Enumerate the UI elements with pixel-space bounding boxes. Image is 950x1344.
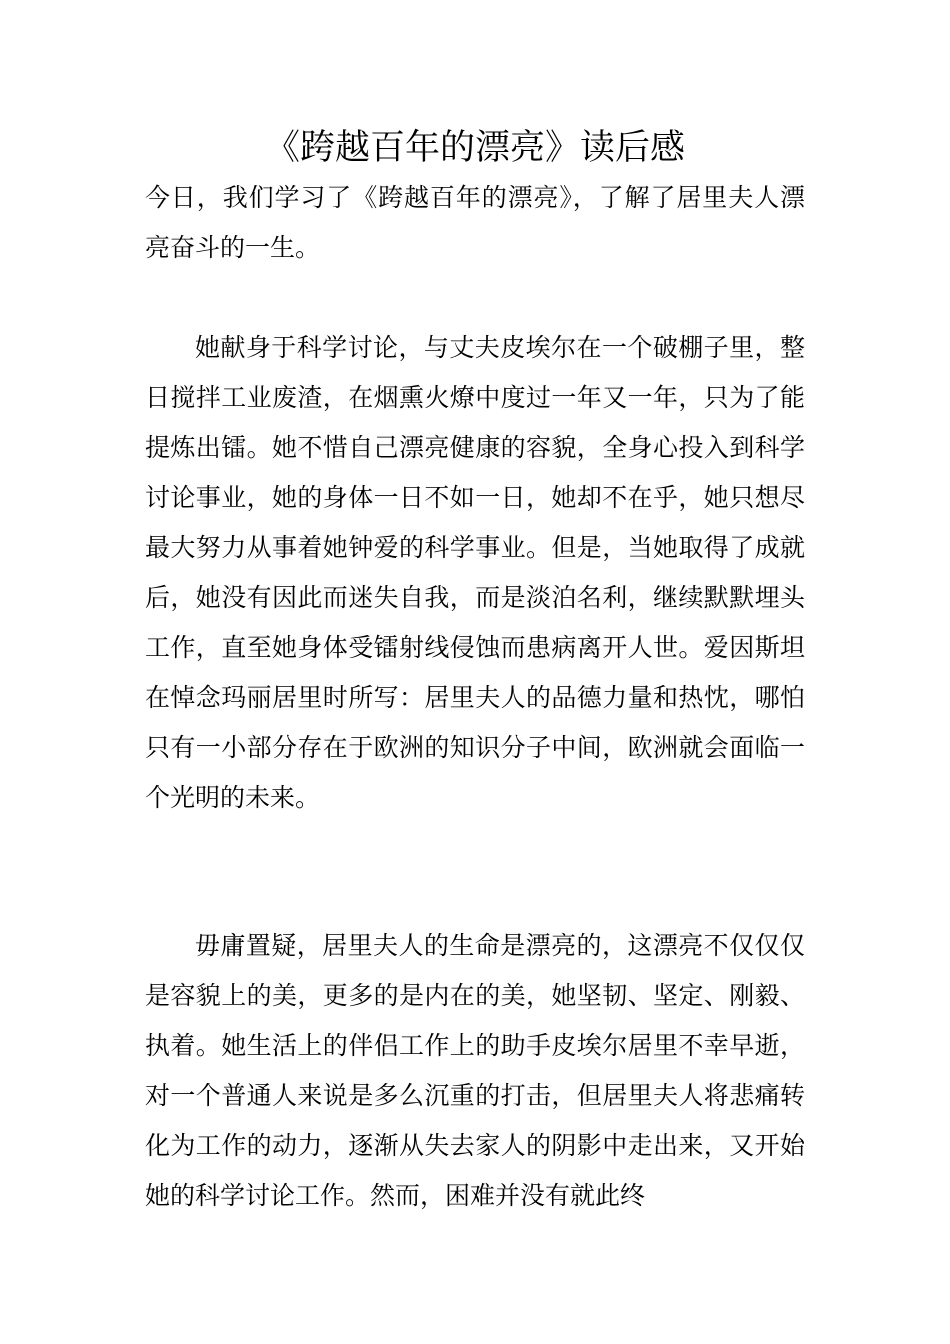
document-title: 《跨越百年的漂亮》读后感 [264, 128, 685, 168]
paragraph-body-1: 她献身于科学讨论，与丈夫皮埃尔在一个破棚子里，整日搅拌工业废渣，在烟熏火燎中度过一年又一年，只为了能提炼出镭。她不惜自己漂亮健康的容貌，全身心投入到科学讨论事业，她的身体一日不如一日，她却不在乎，她只想尽最大努力从事着她钟爱的科学事业。但是，当她取得了成就后，她没有因此而迷失自我，而是淡泊名利，继续默默埋头工作，直至她身体受镭射线侵蚀而患病离开人世。爱因斯坦在悼念玛丽居里时所写：居里夫人的品德力量和热忱，哪怕只有一小部分存在于欧洲的知识分子中间，欧洲就会面临一个光明的未来。 [145, 333, 805, 812]
paragraph-body-2: 毋庸置疑，居里夫人的生命是漂亮的，这漂亮不仅仅仅是容貌上的美，更多的是内在的美，她坚韧、坚定、刚毅、执着。她生活上的伴侣工作上的助手皮埃尔居里不幸早逝，对一个普通人来说是多么沉重的打击，但居里夫人将悲痛转化为工作的动力，逐渐从失去家人的阴影中走出来，又开始她的科学讨论工作。然而，困难并没有就此终 [145, 931, 805, 1210]
paragraph-intro: 今日，我们学习了《跨越百年的漂亮》，了解了居里夫人漂亮奋斗的一生。 [145, 183, 805, 262]
